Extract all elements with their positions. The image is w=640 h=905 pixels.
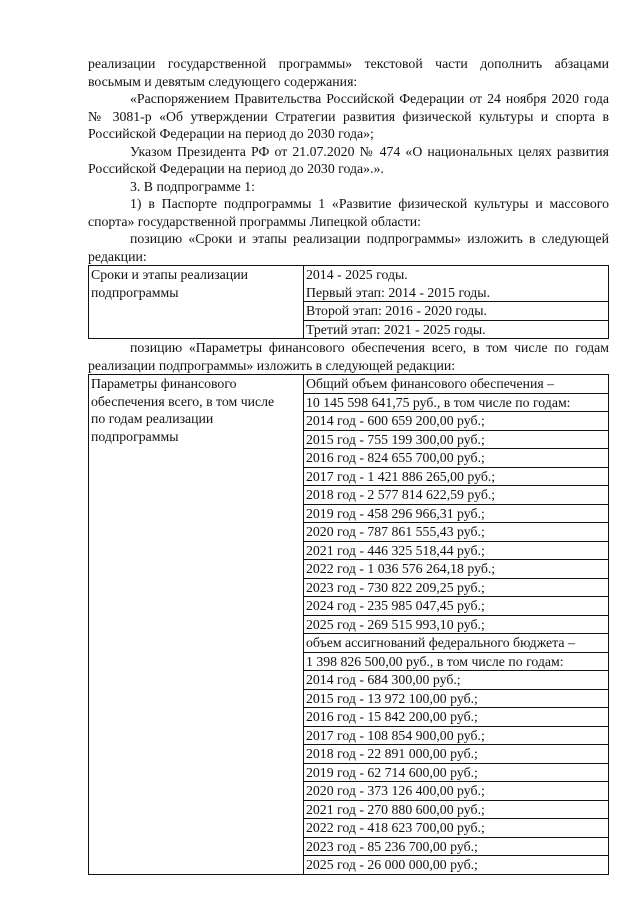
- cell-line: 2017 год - 1 421 886 265,00 руб.;: [304, 468, 608, 487]
- cell-line: 2021 год - 270 880 600,00 руб.;: [304, 801, 608, 820]
- cell-line: подпрограммы: [91, 284, 179, 300]
- financing-table: [88, 374, 609, 875]
- cell-line: 2023 год - 85 236 700,00 руб.;: [304, 838, 608, 857]
- document-page: [88, 55, 609, 875]
- cell-line: 2018 год - 22 891 000,00 руб.;: [304, 745, 608, 764]
- paragraph-subprogram-heading: 3. В подпрограмме 1:: [130, 178, 255, 194]
- cell-line: 2021 год - 446 325 518,44 руб.;: [304, 542, 608, 561]
- cell-line: 10 145 598 641,75 руб., в том числе по годам:: [304, 394, 608, 413]
- cell-line: 2020 год - 787 861 555,43 руб.;: [304, 523, 608, 542]
- cell-line: 2023 год - 730 822 209,25 руб.;: [304, 579, 608, 598]
- cell-line: 2019 год - 458 296 966,31 руб.;: [304, 505, 608, 524]
- cell-line: 2017 год - 108 854 900,00 руб.;: [304, 727, 608, 746]
- cell-line: 2016 год - 824 655 700,00 руб.;: [304, 449, 608, 468]
- cell-line: 2022 год - 1 036 576 264,18 руб.;: [304, 560, 608, 579]
- cell-line: 2022 год - 418 623 700,00 руб.;: [304, 819, 608, 838]
- cell-line: 2024 год - 235 985 047,45 руб.;: [304, 597, 608, 616]
- cell-line: 2025 год - 269 515 993,10 руб.;: [304, 616, 608, 635]
- cell-line: 2018 год - 2 577 814 622,59 руб.;: [304, 486, 608, 505]
- cell-line: 2014 год - 684 300,00 руб.;: [304, 671, 608, 690]
- table-row: [89, 266, 609, 339]
- cell-line: по годам реализации: [91, 411, 214, 426]
- cell-line: Параметры финансового: [91, 376, 237, 391]
- cell-line: подпрограммы: [91, 428, 179, 444]
- cell-line: Второй этап: 2016 - 2020 годы.: [304, 302, 608, 321]
- cell-line: 2015 год - 755 199 300,00 руб.;: [304, 431, 608, 450]
- cell-line: объем ассигнований федерального бюджета –: [304, 634, 608, 653]
- terms-table: [88, 265, 609, 339]
- terms-label-cell: [89, 266, 304, 339]
- paragraph-passport-item: 1) в Паспорте подпрограммы 1 «Развитие физической культуры и массового спорта» государственной программы Липецкой области:: [88, 196, 609, 229]
- table-row: [89, 375, 609, 875]
- cell-line: 2015 год - 13 972 100,00 руб.;: [304, 690, 608, 709]
- paragraph-financing-position: позицию «Параметры финансового обеспечения всего, в том числе по годам реализации подпрограммы» изложить в следующей редакции:: [88, 340, 609, 373]
- cell-line: 2014 - 2025 годы.: [306, 267, 408, 282]
- paragraph-continuation: реализации государственной программы» текстовой части дополнить абзацами восьмым и девятым следующего содержания:: [88, 56, 609, 89]
- paragraph-terms-position: позицию «Сроки и этапы реализации подпрограммы» изложить в следующей редакции:: [88, 231, 609, 264]
- cell-line: 2019 год - 62 714 600,00 руб.;: [304, 764, 608, 783]
- terms-value-cell: [304, 266, 609, 339]
- financing-value-cell: [304, 375, 609, 875]
- cell-line: 2016 год - 15 842 200,00 руб.;: [304, 708, 608, 727]
- cell-line: Третий этап: 2021 - 2025 годы.: [306, 321, 486, 337]
- paragraph-decree-reference: Указом Президента РФ от 21.07.2020 № 474 «О национальных целях развития Российской Федерации на период до 2030 года».».: [88, 143, 609, 176]
- cell-line: обеспечения всего, в том числе: [91, 393, 275, 409]
- financing-label-cell: [89, 375, 304, 875]
- cell-line: Первый этап: 2014 - 2015 годы.: [304, 284, 608, 303]
- cell-line: 2020 год - 373 126 400,00 руб.;: [304, 782, 608, 801]
- cell-line: 2025 год - 26 000 000,00 руб.;: [306, 857, 478, 872]
- cell-line: Общий объем финансового обеспечения –: [304, 375, 608, 394]
- cell-line: Сроки и этапы реализации: [91, 267, 248, 282]
- paragraph-order-reference: «Распоряжением Правительства Российской Федерации от 24 ноября 2020 года № 3081-р «Об утверждении Стратегии развития физической культуры и спорта в Российской Федерации на период до 2030 года»;: [88, 91, 609, 141]
- cell-line: 1 398 826 500,00 руб., в том числе по годам:: [304, 653, 608, 672]
- cell-line: 2014 год - 600 659 200,00 руб.;: [304, 412, 608, 431]
